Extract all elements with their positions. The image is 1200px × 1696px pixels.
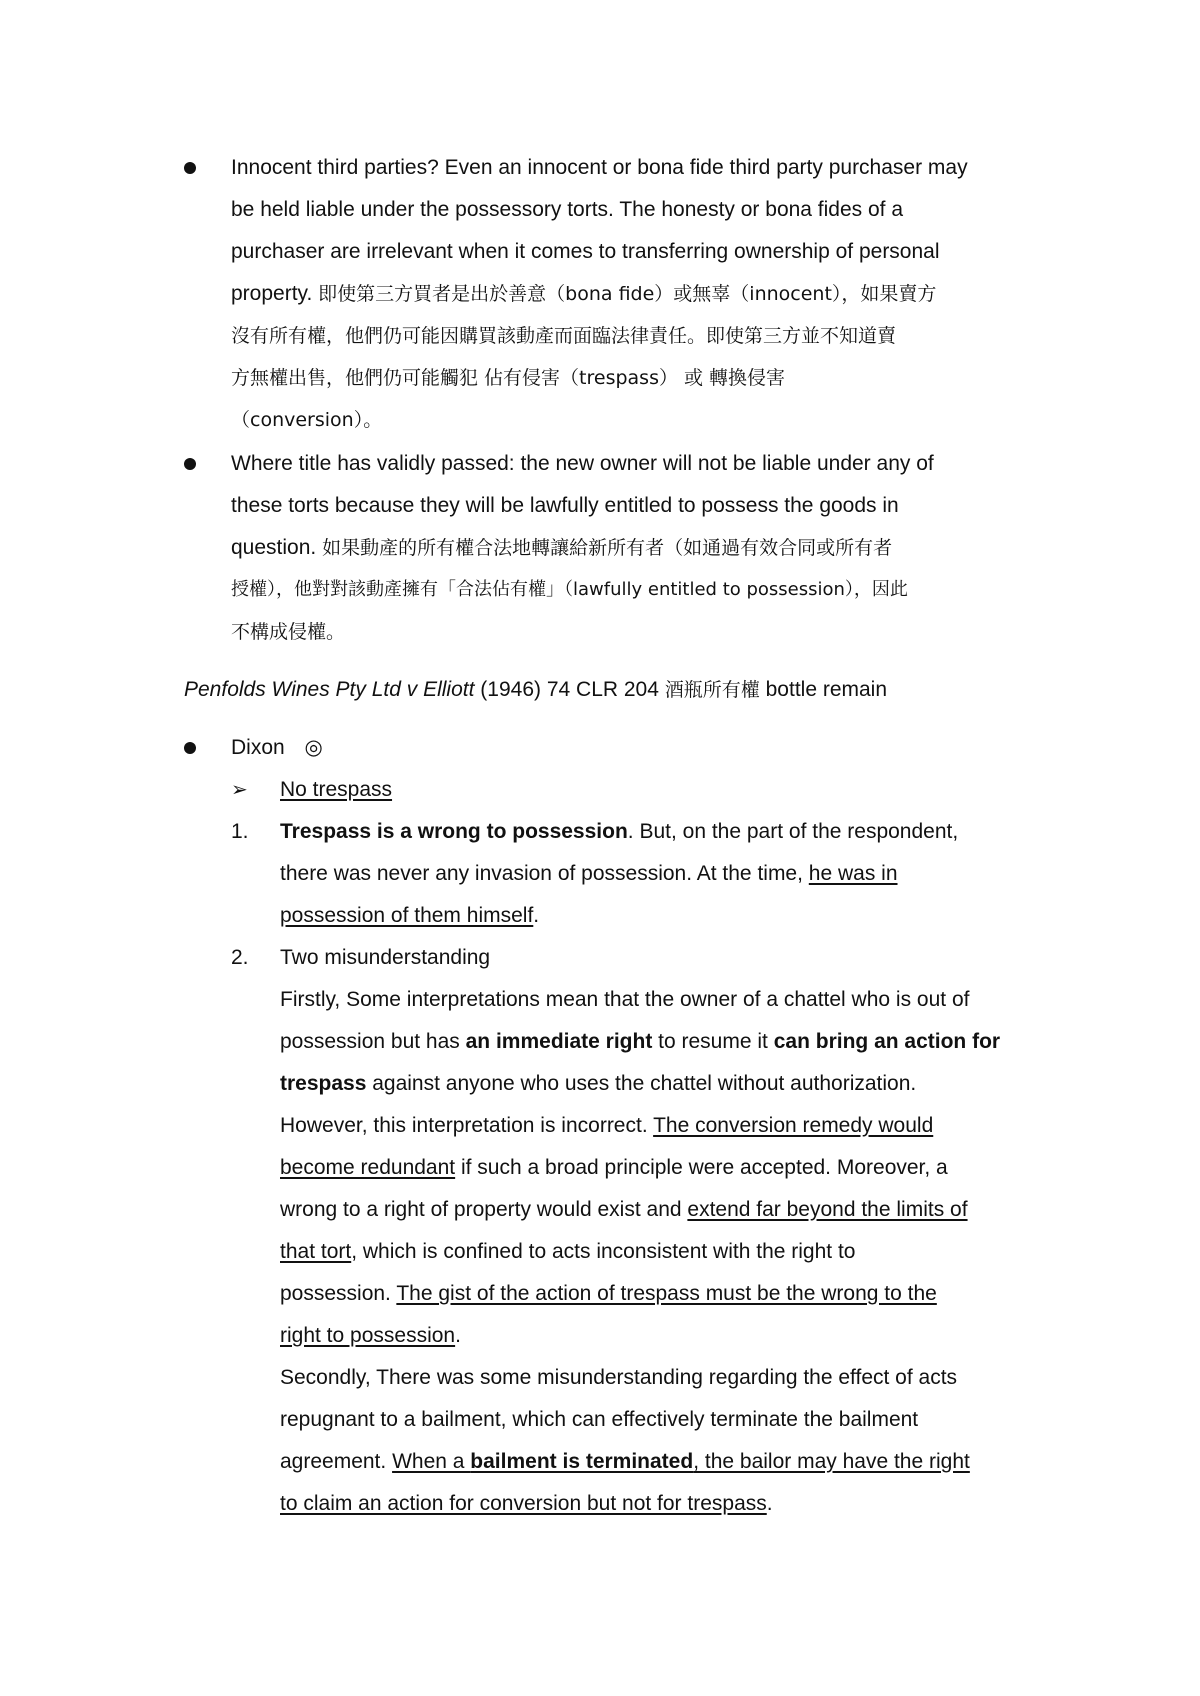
paragraph-line: Secondly, There was some misunderstanding regarding the effect of acts bbox=[280, 1366, 958, 1389]
text-underlined: , the bailor may have the right bbox=[693, 1450, 970, 1473]
paragraph-line bbox=[280, 1490, 773, 1518]
list-number: 1. bbox=[231, 820, 249, 843]
text-underlined: The gist of the action of trespass must be the wrong to the bbox=[396, 1282, 937, 1305]
subheading: No trespass bbox=[280, 778, 393, 801]
text: possession. bbox=[280, 1282, 397, 1305]
text-underlined: extend far beyond the limits of bbox=[687, 1198, 968, 1221]
list-number: 2. bbox=[231, 946, 249, 969]
dixon-label-line bbox=[231, 734, 323, 762]
case-zh: 酒瓶所有權 bbox=[664, 679, 760, 701]
paragraph-line bbox=[280, 860, 898, 888]
paragraph-line: 不構成侵權。 bbox=[231, 621, 346, 643]
text-underlined: right to possession bbox=[280, 1324, 456, 1347]
text: , which is confined to acts inconsistent with the right to bbox=[351, 1240, 856, 1263]
text-underlined: possession of them himself bbox=[280, 904, 534, 927]
text-bold: an immediate right bbox=[465, 1030, 653, 1053]
bullet-icon bbox=[184, 162, 196, 174]
paragraph-line: 方無權出售，他們仍可能觸犯 佔有侵害（trespass） 或 轉換侵害 bbox=[231, 367, 786, 389]
paragraph-line: （conversion）。 bbox=[231, 409, 383, 431]
text: . bbox=[533, 904, 540, 927]
paragraph-line bbox=[280, 1238, 855, 1266]
text-zh: 如果動產的所有權合法地轉讓給新所有者（如通過有效合同或所有者 bbox=[322, 537, 893, 559]
case-heading bbox=[184, 676, 887, 704]
text-bold: trespass bbox=[280, 1072, 367, 1095]
text-en: property. bbox=[231, 282, 313, 305]
text-underlined: The conversion remedy would bbox=[653, 1114, 934, 1137]
paragraph-line bbox=[280, 1280, 937, 1308]
paragraph-line bbox=[280, 902, 539, 930]
arrow-bullet-icon: ➢ bbox=[231, 779, 248, 801]
dixon-label: Dixon bbox=[231, 736, 285, 759]
text: to resume it bbox=[652, 1030, 774, 1053]
paragraph-line bbox=[280, 1448, 970, 1476]
text: if such a broad principle were accepted. Moreover, a bbox=[455, 1156, 948, 1179]
paragraph-line: Innocent third parties? Even an innocent or bona fide third party purchaser may bbox=[231, 156, 968, 179]
text: wrong to a right of property would exist and bbox=[280, 1198, 688, 1221]
case-note: bottle remain bbox=[765, 678, 888, 701]
paragraph-line bbox=[280, 1196, 968, 1224]
text: against anyone who uses the chattel without authorization. bbox=[366, 1072, 917, 1095]
paragraph-line bbox=[231, 534, 892, 562]
case-citation: (1946) 74 CLR 204 bbox=[480, 678, 659, 701]
text: . bbox=[455, 1324, 461, 1347]
text: . But, on the part of the respondent, bbox=[627, 820, 959, 843]
text: However, this interpretation is incorrect. bbox=[280, 1114, 654, 1137]
bullet-icon bbox=[184, 458, 196, 470]
double-circle-icon: ◎ bbox=[304, 736, 323, 759]
paragraph-line bbox=[280, 1322, 461, 1350]
paragraph-line: be held liable under the possessory torts. The honesty or bona fides of a bbox=[231, 198, 904, 221]
paragraph-line bbox=[280, 1112, 933, 1140]
text-underlined: that tort bbox=[280, 1240, 352, 1263]
paragraph-line: Where title has validly passed: the new owner will not be liable under any of bbox=[231, 452, 934, 475]
paragraph-line bbox=[280, 1070, 916, 1098]
text-zh: 即使第三方買者是出於善意（bona fide）或無辜（innocent），如果賣方 bbox=[318, 283, 937, 305]
text: there was never any invasion of possession. At the time, bbox=[280, 862, 809, 885]
text: possession but has bbox=[280, 1030, 466, 1053]
paragraph-line: Two misunderstanding bbox=[280, 946, 491, 969]
text-underlined: he was in bbox=[808, 862, 898, 885]
case-name: Penfolds Wines Pty Ltd v Elliott bbox=[184, 678, 475, 701]
text-underlined: become redundant bbox=[280, 1156, 456, 1179]
text-en: question. bbox=[231, 536, 317, 559]
text-underlined: When a bbox=[392, 1450, 471, 1473]
paragraph-line: Firstly, Some interpretations mean that the owner of a chattel who is out of bbox=[280, 988, 970, 1011]
paragraph-line bbox=[280, 1154, 948, 1182]
paragraph-line: these torts because they will be lawfully entitled to possess the goods in bbox=[231, 494, 899, 517]
paragraph-line bbox=[280, 1028, 1000, 1056]
text: . bbox=[766, 1492, 773, 1515]
text-underlined: to claim an action for conversion but not for trespass bbox=[280, 1492, 767, 1515]
paragraph-line bbox=[231, 280, 936, 308]
text-underlined-bold: bailment is terminated bbox=[470, 1450, 694, 1473]
bullet-icon bbox=[184, 742, 196, 754]
text: agreement. bbox=[280, 1450, 393, 1473]
text-bold: can bring an action for bbox=[773, 1030, 1001, 1053]
paragraph-line: 授權），他對對該動產擁有「合法佔有權」（lawfully entitled to possession），因此 bbox=[231, 579, 908, 600]
paragraph-line bbox=[280, 818, 958, 846]
paragraph-line: purchaser are irrelevant when it comes to transferring ownership of personal bbox=[231, 240, 940, 263]
paragraph-line: 沒有所有權，他們仍可能因購買該動產而面臨法律責任。即使第三方並不知道賣 bbox=[231, 325, 897, 347]
paragraph-line: repugnant to a bailment, which can effectively terminate the bailment bbox=[280, 1408, 919, 1431]
text-bold: Trespass is a wrong to possession bbox=[280, 820, 628, 843]
